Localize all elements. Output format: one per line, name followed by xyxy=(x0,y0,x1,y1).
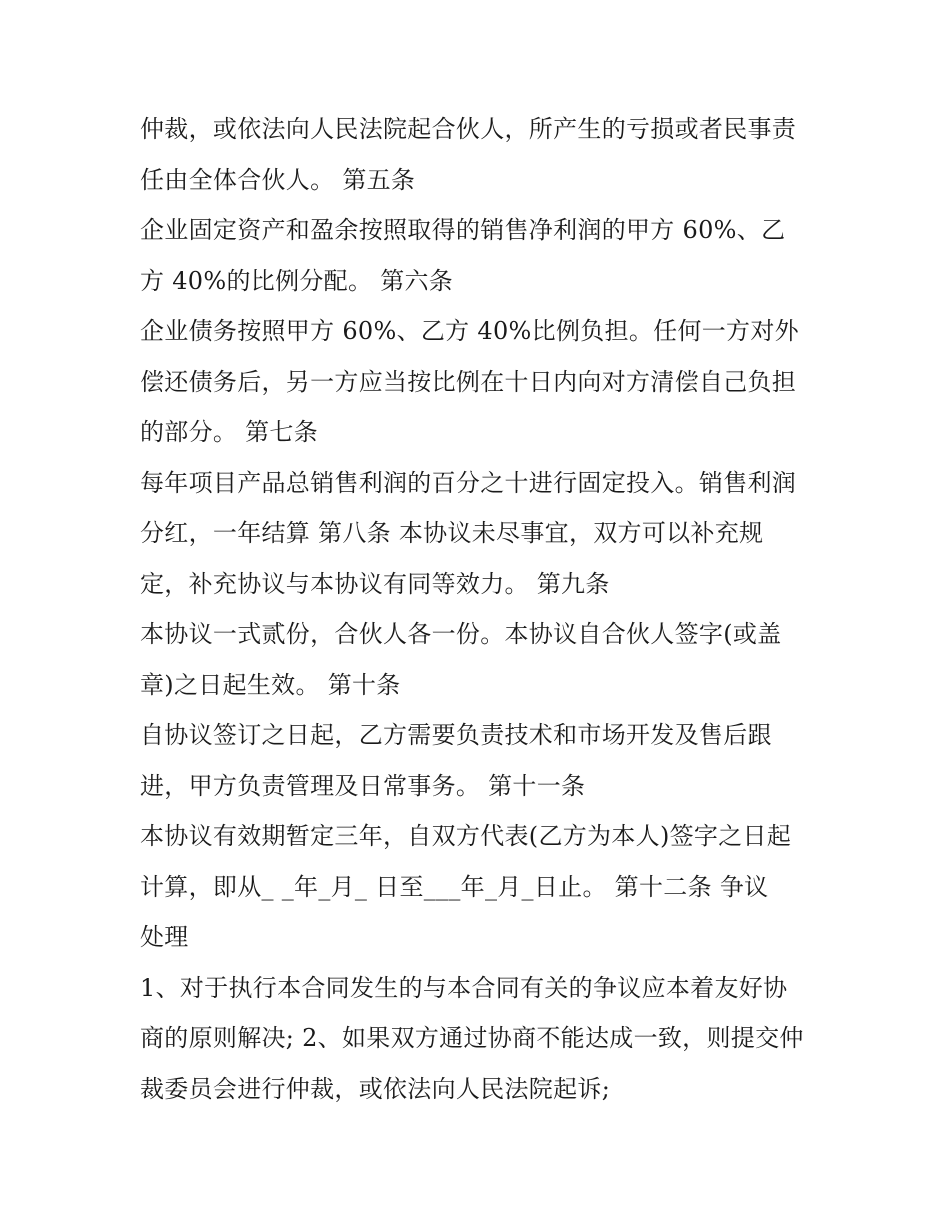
document-body xyxy=(140,104,820,1114)
text-line: 分红，一年结算 第八条 本协议未尽事宜，双方可以补充规 xyxy=(140,519,764,547)
text-line: 企业债务按照甲方 60%、乙方 40%比例负担。任何一方对外 xyxy=(140,317,799,345)
text-line: 章)之日起生效。 第十条 xyxy=(140,670,401,699)
text-line: 计算，即从_ _年_月_ 日至___年_月_日止。 第十二条 争议 xyxy=(140,872,769,901)
text-line: 裁委员会进行仲裁，或依法向人民法院起诉; xyxy=(140,1074,611,1103)
text-line: 定，补充协议与本协议有同等效力。 第九条 xyxy=(140,569,610,598)
text-line: 处理 xyxy=(140,923,189,951)
text-line: 任由全体合伙人。 第五条 xyxy=(140,165,416,194)
text-line: 仲裁，或依法向人民法院起合伙人，所产生的亏损或者民事责 xyxy=(140,115,797,143)
text-line: 1、对于执行本合同发生的与本合同有关的争议应本着友好协 xyxy=(140,973,788,1002)
text-line: 本协议一式贰份，合伙人各一份。本协议自合伙人签字(或盖 xyxy=(140,620,782,648)
text-line: 每年项目产品总销售利润的百分之十进行固定投入。销售利润 xyxy=(140,468,797,497)
text-line: 企业固定资产和盈余按照取得的销售净利润的甲方 60%、乙 xyxy=(140,216,786,244)
text-line: 自协议签订之日起，乙方需要负责技术和市场开发及售后跟 xyxy=(140,721,772,749)
text-line: 方 40%的比例分配。 第六条 xyxy=(140,266,454,295)
text-line: 商的原则解决; 2、如果双方通过协商不能达成一致，则提交仲 xyxy=(140,1024,804,1052)
text-line: 偿还债务后，另一方应当按比例在十日内向对方清偿自己负担 xyxy=(140,367,797,396)
text-line: 本协议有效期暂定三年，自双方代表(乙方为本人)签字之日起 xyxy=(140,822,792,850)
text-line: 的部分。 第七条 xyxy=(140,418,319,446)
text-line: 进，甲方负责管理及日常事务。 第十一条 xyxy=(140,771,586,800)
